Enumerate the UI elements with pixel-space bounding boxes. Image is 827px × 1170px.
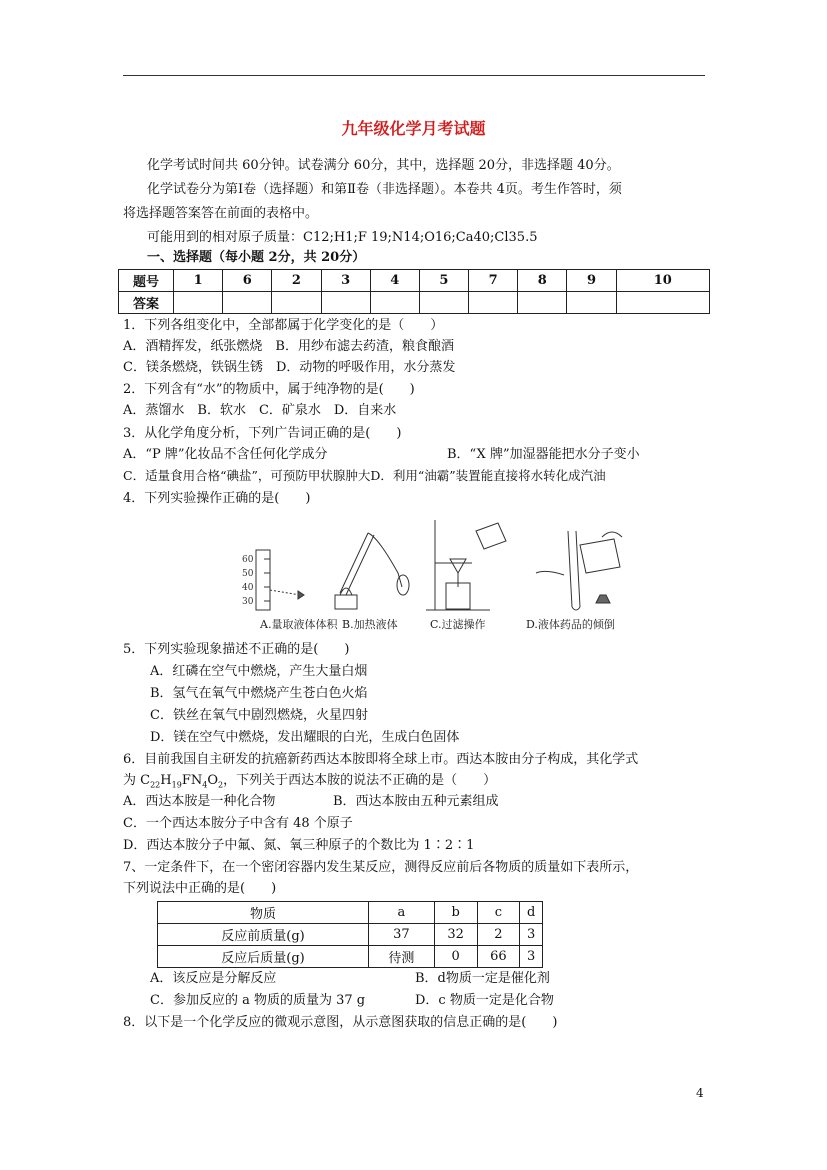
page-number: 4 — [696, 1086, 704, 1100]
q1-stem: 1．下列各组变化中，全部都属于化学变化的是（ ） — [123, 318, 444, 333]
mass-table-cell: 66 — [477, 946, 520, 968]
answer-table-number: 5 — [419, 270, 468, 292]
figure-caption-a: A.量取液体体积 — [260, 618, 338, 631]
answer-cell[interactable] — [272, 292, 321, 314]
answer-table-label: 答案 — [119, 292, 174, 314]
header-rule — [123, 75, 705, 76]
mass-table-cell: 反应后质量(g) — [158, 946, 369, 968]
q2-stem: 2．下列含有“水”的物质中，属于纯净物的是( ) — [123, 382, 415, 397]
answer-table-number: 1 — [174, 270, 223, 292]
answer-cell[interactable] — [469, 292, 518, 314]
answer-cell[interactable] — [567, 292, 616, 314]
q5-option-c: C．铁丝在氧气中剧烈燃烧，火星四射 — [150, 708, 368, 723]
answer-cell[interactable] — [321, 292, 370, 314]
cylinder-tick: 30 — [242, 597, 254, 607]
figure-d-pouring — [536, 531, 622, 610]
cylinder-tick: 60 — [242, 555, 254, 565]
mass-table-cell: c — [477, 902, 520, 924]
figure-caption-d: D.液体药品的倾倒 — [526, 618, 615, 631]
answer-table-number: 3 — [321, 270, 370, 292]
q4-stem: 4．下列实验操作正确的是( ) — [123, 491, 311, 506]
mass-table-cell: 0 — [434, 946, 477, 968]
figure-caption-b: B.加热液体 — [342, 618, 398, 631]
answer-table-number: 6 — [223, 270, 272, 292]
formula-subscript: 19 — [171, 780, 182, 790]
formula-subscript: 22 — [150, 780, 161, 790]
q6-option-d: D．西达本胺分子中氟、氮、氧三种原子的个数比为 1∶2∶1 — [123, 838, 475, 853]
q1-options-1: A．酒精挥发，纸张燃烧 B．用纱布滤去药渣，粮食酿酒 — [123, 339, 454, 354]
q7-option-b: B．d物质一定是催化剂 — [415, 971, 550, 986]
intro-line-4: 可能用到的相对原子质量：C12;H1;F 19;N14;O16;Ca40;Cl35.5 — [147, 230, 538, 245]
formula-element: H — [160, 773, 172, 788]
mass-table-cell: b — [434, 902, 477, 924]
q6-option-a: A．西达本胺是一种化合物 — [123, 794, 276, 809]
answer-table-number-row — [119, 270, 710, 292]
answer-table-label: 题号 — [119, 270, 174, 292]
lab-operations-figure — [240, 515, 640, 635]
mass-table-cell: a — [369, 902, 435, 924]
cylinder-tick: 40 — [242, 583, 254, 593]
mass-table-cell: 待测 — [369, 946, 435, 968]
formula-element: FN — [181, 773, 203, 788]
section-heading: 一、选择题（每小题 2分，共 20分） — [147, 250, 366, 265]
cylinder-tick: 50 — [242, 569, 254, 579]
q6-option-b: B．西达本胺由五种元素组成 — [333, 794, 499, 809]
q3-option-a: A．“P 牌”化妆品不含任何化学成分 — [123, 447, 328, 462]
q6-stem-rest: ，下列关于西达本胺的说法不正确的是（ ） — [223, 773, 497, 788]
q7-option-d: D．c 物质一定是化合物 — [415, 993, 554, 1008]
q5-option-d: D．镁在空气中燃烧，发出耀眼的白光，生成白色固体 — [150, 730, 460, 745]
figure-a-cylinder — [256, 550, 304, 610]
mass-table-cell: 反应前质量(g) — [158, 924, 369, 946]
q1-options-2: C．镁条燃烧，铁锅生锈 D．动物的呼吸作用，水分蒸发 — [123, 360, 456, 375]
answer-cell[interactable] — [419, 292, 468, 314]
formula-element: O — [207, 773, 218, 788]
answer-table-number: 10 — [616, 270, 709, 292]
mass-table-row — [158, 946, 543, 968]
mass-table-cell: d — [520, 902, 543, 924]
q5-option-b: B．氢气在氧气中燃烧产生苍白色火焰 — [150, 686, 368, 701]
q6-stem-1: 6．目前我国自主研发的抗癌新药西达本胺即将全球上市。西达本胺由分子构成，其化学式 — [123, 752, 639, 767]
q3-stem: 3．从化学角度分析，下列广告词正确的是( ) — [123, 426, 402, 441]
figure-b-heating — [335, 533, 409, 609]
answer-table-number: 7 — [469, 270, 518, 292]
mass-table-cell: 3 — [520, 924, 543, 946]
q8-stem: 8．以下是一个化学反应的微观示意图，从示意图获取的信息正确的是( ) — [123, 1015, 558, 1030]
intro-line-3: 将选择题答案答在前面的表格中。 — [123, 206, 319, 221]
mass-table-row — [158, 924, 543, 946]
q7-option-c: C．参加反应的 a 物质的质量为 37 g — [150, 993, 366, 1008]
answer-table-number: 4 — [370, 270, 419, 292]
answer-cell[interactable] — [370, 292, 419, 314]
answer-cell[interactable] — [223, 292, 272, 314]
q3-options-2: C．适量食用合格“碘盐”，可预防甲状腺肿大D．利用“油霸”装置能直接将水转化成汽油 — [123, 468, 606, 483]
mass-table-cell: 2 — [477, 924, 520, 946]
figure-c-filtration — [426, 520, 506, 610]
mass-table — [157, 901, 543, 968]
q6-formula-prefix: 为 C — [123, 773, 151, 788]
answer-table-number: 2 — [272, 270, 321, 292]
q7-option-a: A．该反应是分解反应 — [150, 971, 277, 986]
q3-option-b: B．“X 牌”加湿器能把水分子变小 — [447, 447, 640, 462]
q6-option-c: C．一个西达本胺分子中含有 48 个原子 — [123, 816, 353, 831]
formula-subscript: 2 — [217, 780, 224, 790]
q2-options: A．蒸馏水 B．软水 C．矿泉水 D．自来水 — [123, 403, 397, 418]
mass-table-cell: 32 — [434, 924, 477, 946]
intro-line-2: 化学试卷分为第Ⅰ卷（选择题）和第Ⅱ卷（非选择题）。本卷共 4页。考生作答时，须 — [147, 182, 622, 197]
mass-table-cell: 3 — [520, 946, 543, 968]
intro-line-1: 化学考试时间共 60分钟。试卷满分 60分，其中，选择题 20分，非选择题 40分。 — [147, 158, 620, 173]
q5-option-a: A．红磷在空气中燃烧，产生大量白烟 — [150, 664, 368, 679]
q7-stem-1: 7、一定条件下，在一个密闭容器内发生某反应，测得反应前后各物质的质量如下表所示， — [123, 860, 639, 875]
answer-cell[interactable] — [174, 292, 223, 314]
answer-cell[interactable] — [518, 292, 567, 314]
answer-cell[interactable] — [616, 292, 709, 314]
page-title: 九年级化学月考试题 — [341, 119, 486, 138]
figure-caption-c: C.过滤操作 — [430, 618, 486, 631]
q7-stem-2: 下列说法中正确的是( ) — [123, 881, 277, 896]
q5-stem: 5．下列实验现象描述不正确的是( ) — [123, 642, 350, 657]
answer-table-answer-row — [119, 292, 710, 314]
formula-subscript: 4 — [202, 780, 208, 790]
answer-table-number: 9 — [567, 270, 616, 292]
answer-table — [118, 269, 710, 314]
mass-table-header — [158, 902, 543, 924]
mass-table-cell: 37 — [369, 924, 435, 946]
answer-table-number: 8 — [518, 270, 567, 292]
mass-table-cell: 物质 — [158, 902, 369, 924]
